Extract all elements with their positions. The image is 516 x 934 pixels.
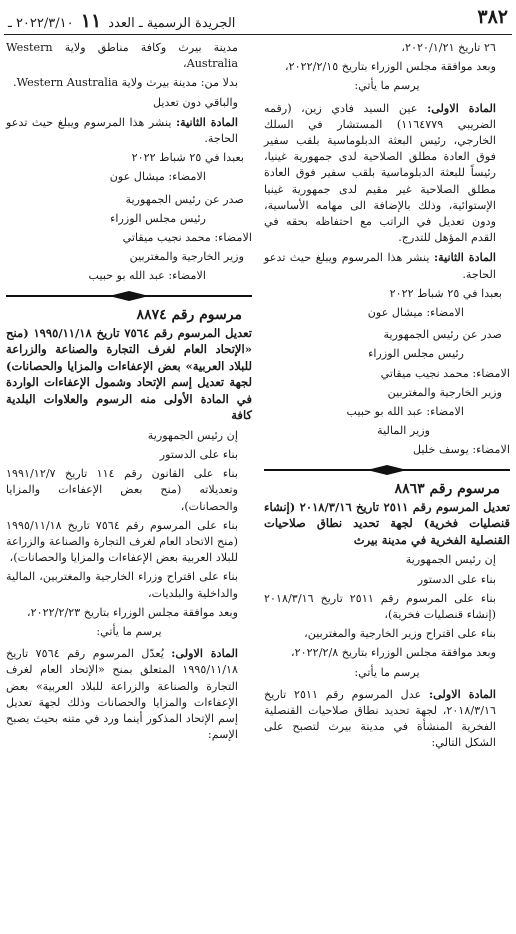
issued-by: صدر عن رئيس الجمهورية: [125, 192, 244, 206]
signature-pm: الامضاء: محمد نجيب ميقاتي: [122, 231, 252, 245]
body-line: بناء على المرسوم رقم ٢٥١١ تاريخ ٢٠١٨/٣/١٦ (إنشاء قنصليات فخرية)،: [264, 591, 496, 621]
page-number: ٣٨٢: [477, 6, 508, 28]
article-1: [264, 686, 496, 752]
decree-number: مرسوم رقم ٨٨٦٣: [394, 480, 500, 497]
article-text: يُعدّل المرسوم رقم ٧٥٦٤ تاريخ ١٩٩٥/١١/١٨ المتعلق بمنح «الإتحاد العام لغرف التجارة والصناعة والزراعة للبلاد العربية» بعض الإعفاءات والمزايا والحصانات وذلك لجهة تعديل إسم الإتحاد المذكور أينما ورد في متنه بحيث يصبح الإسم:: [6, 647, 238, 742]
remainder-clause: والباقي دون تعديل: [152, 95, 238, 109]
decree-formula: يرسم ما يأتي:: [354, 79, 420, 93]
decree-formula: يرسم ما يأتي:: [96, 625, 162, 639]
article-1: [6, 645, 238, 743]
section-divider: [6, 291, 252, 301]
left-column: [6, 40, 252, 747]
body-line: وبعد موافقة مجلس الوزراء بتاريخ ٢٠٢٢/٢/٢٣،: [27, 605, 238, 619]
foreign-minister-title: وزير الخارجية والمغتربين: [129, 250, 244, 264]
article-label: المادة الاولى:: [427, 100, 496, 115]
header-rule: [4, 34, 512, 35]
decree-title: تعديل المرسوم رقم ٧٥٦٤ تاريخ ١٩٩٥/١١/١٨ (منح «الإتحاد العام لغرف التجارة والصناعة والزراعة للبلاد العربية» بعض الإعفاءات والمزايا والحصانات) لجهة تعديل إسم الإتحاد وشمول الإعفاءات الواردة في المادة الأولى منه الرسوم والعلاوات البلدية كافة: [6, 325, 252, 423]
body-line: بناء على القانون رقم ١١٤ تاريخ ١٩٩١/١٢/٧ وتعديلاته (منح بعض الإعفاءات والمزايا والحصانات)،: [6, 467, 238, 513]
article-1: [264, 100, 496, 247]
signature-president: الامضاء: ميشال عون: [109, 170, 206, 184]
cabinet-approval: وبعد موافقة مجلس الوزراء بتاريخ ٢٠٢٢/٢/١٥،: [285, 60, 496, 74]
section-divider: [264, 465, 510, 475]
divider-ornament-icon: [109, 291, 149, 301]
body-line: إن رئيس الجمهورية: [405, 553, 496, 567]
header-title: [8, 10, 235, 32]
divider-ornament-icon: [367, 465, 407, 475]
article-text: ينشر هذا المرسوم ويبلغ حيث تدعو الحاجة.: [6, 115, 238, 146]
signature-foreign-minister: الامضاء: عبد الله بو حبيب: [346, 405, 464, 419]
decree-number: مرسوم رقم ٨٨٧٤: [136, 306, 242, 323]
replace-clause: بدلا من: مدينة بيرث ولاية Western Australia.: [13, 76, 238, 90]
foreign-minister-title: وزير الخارجية والمغتربين: [387, 385, 502, 399]
article-text: عين السيد فادي زين، (رقمه الضريبي ١١٦٤٧٧٩) المستشار في السلك الخارجي، رئيس البعثة الدبلوماسية بلقب سفير فوق العادة مطلق الصلاحية لدى جمهورية غينيا، رئيساً للبعثة الدبلوماسية بلقب سفير فوق العادة مطلق الصلاحية غير مقيم لدى جمهورية غينيا الإستوائية، وذلك بالإضافة الى مهامه الأساسية، ودون تعديل في الراتب مع احتفاظه بحقه في القدم المؤهل للتدرج.: [264, 101, 497, 245]
finance-minister-title: وزير المالية: [377, 424, 430, 438]
pm-title: رئيس مجلس الوزراء: [368, 347, 464, 361]
article-label: المادة الثانية:: [176, 114, 238, 129]
signed-date: بعبدا في ٢٥ شباط ٢٠٢٢: [131, 151, 244, 165]
decree-title: تعديل المرسوم رقم ٢٥١١ تاريخ ٢٠١٨/٣/١٦ (إنشاء قنصليات فخرية) لجهة تحديد نطاق صلاحيات القنصلية الفخرية في مدينة بيرث: [264, 499, 510, 547]
body-line: بناء على الدستور: [159, 448, 238, 462]
signed-date: بعبدا في ٢٥ شباط ٢٠٢٢: [389, 286, 502, 300]
page-header: [6, 6, 510, 32]
article-label: المادة الاولى:: [171, 646, 238, 661]
body-line: بناء على اقتراح وزير الخارجية والمغتربين،: [304, 627, 496, 641]
body-line: بناء على الدستور: [417, 572, 496, 586]
article-label: المادة الثانية:: [434, 250, 496, 265]
decree-formula: يرسم ما يأتي:: [354, 665, 420, 679]
consulate-scope: مدينة بيرث وكافة مناطق ولاية Western Australia،: [6, 41, 238, 71]
article-text: عدل المرسوم رقم ٢٥١١ تاريخ ٢٠١٨/٣/١٦، لجهة تحديد نطاق صلاحيات القنصلية الفخرية المنشأة في مدينة بيرث لتصبح على الشكل التالي:: [264, 687, 496, 750]
body-line: إن رئيس الجمهورية: [147, 428, 238, 442]
article-2: [264, 249, 496, 282]
article-2: [6, 114, 238, 147]
signature-pm: الامضاء: محمد نجيب ميقاتي: [380, 366, 510, 380]
issue-date: ٢٠٢٢/٣/١٠ ـ: [8, 16, 74, 31]
right-column: [264, 40, 510, 755]
body-line: بناء على اقتراح وزراء الخارجية والمغتربين، المالية والداخلية والبلديات،: [6, 570, 238, 600]
signature-finance-minister: الامضاء: يوسف خليل: [412, 443, 510, 457]
issued-by: صدر عن رئيس الجمهورية: [383, 328, 502, 342]
article-label: المادة الاولى:: [428, 686, 497, 701]
issue-number: ١١: [80, 10, 102, 32]
body-line: وبعد موافقة مجلس الوزراء بتاريخ ٢٠٢٢/٢/٨،: [291, 646, 496, 660]
gazette-name: الجريدة الرسمية ـ العدد: [108, 16, 236, 31]
pm-title: رئيس مجلس الوزراء: [110, 211, 206, 225]
signature-foreign-minister: الامضاء: عبد الله بو حبيب: [88, 269, 206, 283]
signature-president: الامضاء: ميشال عون: [367, 306, 464, 320]
body-line: بناء على المرسوم رقم ٧٥٦٤ تاريخ ١٩٩٥/١١/١٨ (منح الاتحاد العام لغرف التجارة والصناعة والزراعة للبلاد العربية بعض الإعفاءات والمزايا والحصانات)،: [6, 518, 238, 565]
prev-reference: ٢٦ تاريخ ٢٠٢٠/١/٢١،: [401, 41, 496, 54]
article-text: ينشر هذا المرسوم ويبلغ حيث تدعو الحاجة.: [264, 251, 496, 281]
